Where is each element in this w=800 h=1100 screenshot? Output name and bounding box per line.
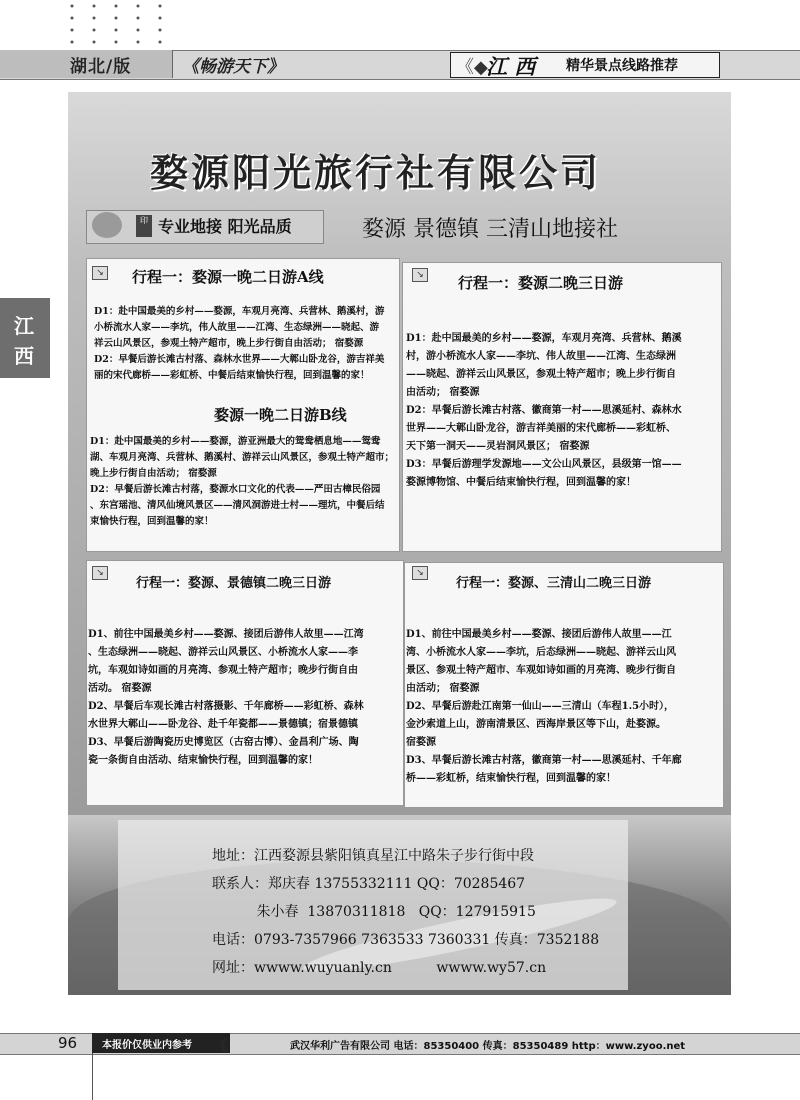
page-number: 96 xyxy=(58,1034,78,1052)
text-line: 坑，车观如诗如画的月亮湾、参观土特产超市；晚步行街自由 xyxy=(88,665,358,676)
text-line: ——晓起、游祥云山风景区，参观土特产超市；晚上步行街自 xyxy=(406,369,676,380)
text-line: 婺源博物馆、中餐后结束愉快行程，回到温馨的家！ xyxy=(406,477,636,488)
double-arrow-icon: 《◆ xyxy=(456,57,488,78)
text-line: 金沙索道上山，游南清景区、西海岸景区等下山，赴婺源。 xyxy=(406,719,666,730)
contact-website: 网址：wwww.wuyuanly.cn wwww.wy57.cn xyxy=(212,960,547,976)
dot-grid-decoration xyxy=(68,0,168,50)
text-line: D3：早餐后游理学发源地——文公山风景区，县级第一馆—— xyxy=(406,459,682,470)
footer-divider xyxy=(92,1053,93,1100)
text-line: 湾、小桥流水人家——李坑，后态绿洲——晓起、游祥云山风 xyxy=(406,647,676,658)
column-title: 《畅游天下》 xyxy=(182,57,284,77)
text-line: 丽的宋代廊桥——彩虹桥、中餐后结束愉快行程，回到温馨的家！ xyxy=(94,370,370,381)
itinerary-text xyxy=(90,434,394,530)
text-line: D1、前往中国最美乡村——婺源、接团后游伟人故里——江 xyxy=(406,629,672,640)
text-line: 桥——彩虹桥，结束愉快行程，回到温馨的家！ xyxy=(406,773,616,784)
checkbox-icon: ↘ xyxy=(412,268,428,282)
text-line: 村，游小桥流水人家——李坑、伟人故里——江湾、生态绿洲 xyxy=(406,351,676,362)
checkbox-icon: ↘ xyxy=(92,266,108,280)
tagline: 婺源 景德镇 三清山地接社 xyxy=(362,217,618,242)
itinerary-text xyxy=(406,626,720,788)
text-line: 湖、车观月亮湾、兵营林、鹅溪村、游祥云山风景区，参观土特产超市； xyxy=(90,452,395,463)
itinerary-text xyxy=(94,304,394,384)
text-line: D3、早餐后游长滩古村落，徽商第一村——思溪延村、千年廊 xyxy=(406,755,682,766)
itinerary-text xyxy=(406,330,718,492)
text-line: 束愉快行程，回到温馨的家！ xyxy=(90,516,214,527)
itinerary-title: 行程一：婺源一晚二日游A线 xyxy=(132,268,324,286)
contact-person-1: 联系人：郑庆春 13755332111 QQ：70285467 xyxy=(212,876,526,892)
text-line: 景区、参观土特产超市、车观如诗如画的月亮湾、晚步行街自 xyxy=(406,665,676,676)
text-line: D3、早餐后游陶瓷历史博览区（古窑古博）、金昌利广场、陶 xyxy=(88,737,359,748)
text-line: 由活动； 宿婺源 xyxy=(406,683,480,694)
contact-phone: 电话：0793-7357966 7363533 7360331 传真：7352188 xyxy=(212,932,600,948)
text-line: D2：早餐后游长滩古村落，婺源水口文化的代表——严田古樟民俗园 xyxy=(90,484,381,495)
text-line: 世界——大鄣山卧龙谷，游吉祥美丽的宋代廊桥——彩虹桥、 xyxy=(406,423,676,434)
text-line: 宿婺源 xyxy=(406,737,436,748)
itinerary-title: 行程一：婺源二晚三日游 xyxy=(458,274,624,292)
text-line: 祥云山风景区，参观土特产超市，晚上步行街自由活动； 宿婺源 xyxy=(94,338,364,349)
text-line: D2：早餐后游长滩古村落、徽商第一村——思溪延村、森林水 xyxy=(406,405,682,416)
itinerary-subtitle: 婺源一晚二日游B线 xyxy=(214,406,347,424)
text-line: 活动。 宿婺源 xyxy=(88,683,152,694)
text-line: 、生态绿洲——晓起、游祥云山风景区、小桥流水人家——李 xyxy=(88,647,358,658)
text-line: 由活动； 宿婺源 xyxy=(406,387,480,398)
region-name: 江 西 xyxy=(486,54,536,79)
text-line: D1、前往中国最美乡村——婺源、接团后游伟人故里——江湾 xyxy=(88,629,364,640)
contact-address: 地址：江西婺源县紫阳镇真星江中路朱子步行街中段 xyxy=(212,848,534,864)
itinerary-title: 行程一：婺源、景德镇二晚三日游 xyxy=(136,576,332,591)
edition-label: 湖北/版 xyxy=(70,57,132,77)
text-line: 晚上步行街自由活动； 宿婺源 xyxy=(90,468,217,479)
contact-person-2: 朱小春 13870311818 QQ：127915915 xyxy=(212,904,536,920)
footer-publisher-info: 武汉华利广告有限公司 电话：85350400 传真：85350489 http：www.zyoo.net xyxy=(290,1041,686,1052)
checkbox-icon: ↘ xyxy=(412,566,428,580)
seal-icon: 印 xyxy=(136,215,152,237)
text-line: 瓷一条街自由活动、结束愉快行程，回到温馨的家！ xyxy=(88,755,318,766)
side-region-tab xyxy=(0,298,50,378)
side-tab-char: 西 xyxy=(14,344,34,368)
company-name: 婺源阳光旅行社有限公司 xyxy=(150,150,602,195)
text-line: D1：赴中国最美的乡村——婺源，车观月亮湾、兵营林、鹅溪 xyxy=(406,333,682,344)
side-tab-char: 江 xyxy=(14,314,34,338)
footer-note: 本报价仅供业内参考 xyxy=(102,1040,192,1051)
text-line: 天下第一洞天——灵岩洞风景区； 宿婺源 xyxy=(406,441,590,452)
contact-info xyxy=(212,842,632,982)
text-line: 、东宫瑶池、清风仙境风景区——清风洞游进士村——理坑，中餐后结 xyxy=(90,500,385,511)
text-line: D2、早餐后车观长滩古村落摄影、千年廊桥——彩虹桥、森林 xyxy=(88,701,364,712)
checkbox-icon: ↘ xyxy=(92,566,108,580)
itinerary-text xyxy=(88,626,400,770)
text-line: D1：赴中国最美的乡村——婺源，游亚洲最大的鸳鸯栖息地——鸳鸯 xyxy=(90,436,381,447)
company-logo xyxy=(92,212,122,238)
text-line: 水世界大鄣山——卧龙谷、赴千年瓷都——景德镇；宿景德镇 xyxy=(88,719,358,730)
text-line: D2：早餐后游长滩古村落、森林水世界——大鄣山卧龙谷，游吉祥美 xyxy=(94,354,385,365)
text-line: D2、早餐后游赴江南第一仙山——三清山（车程1.5小时）， xyxy=(406,701,675,712)
text-line: 小桥流水人家——李坑，伟人故里——江湾、生态绿洲——晓起、游 xyxy=(94,322,380,333)
region-subtitle: 精华景点线路推荐 xyxy=(566,58,678,74)
slogan-text: 专业地接 阳光品质 xyxy=(158,217,292,236)
double-arrow-icon: 《 xyxy=(212,1036,229,1055)
itinerary-title: 行程一：婺源、三清山二晚三日游 xyxy=(456,576,652,591)
text-line: D1：赴中国最美的乡村——婺源，车观月亮湾、兵营林、鹅溪村，游 xyxy=(94,306,385,317)
